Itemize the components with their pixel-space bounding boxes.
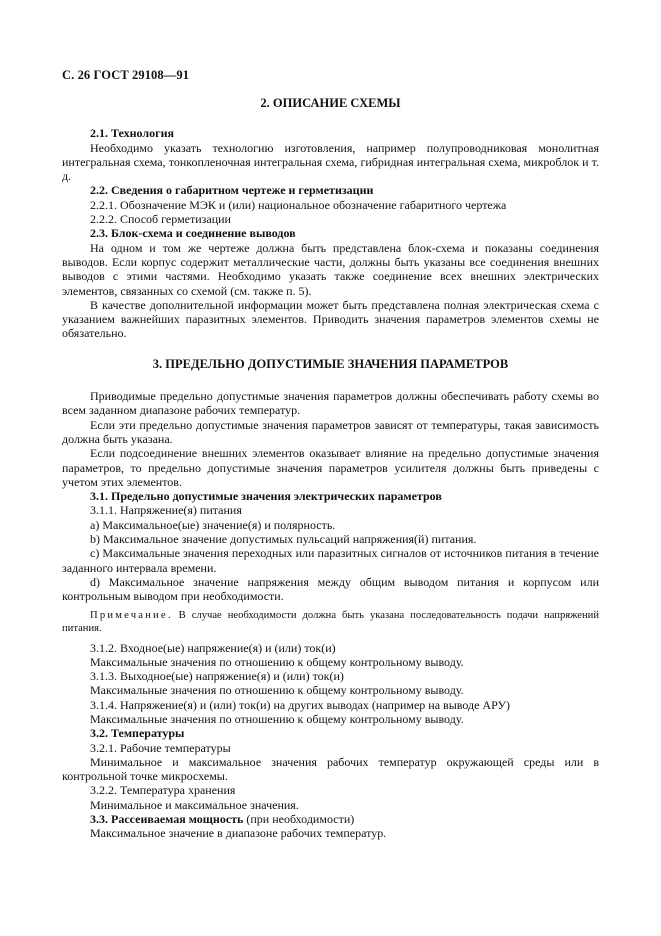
paragraph-3-1-3: 3.1.3. Выходное(ые) напряжение(я) и (или) ток(и) (90, 669, 344, 684)
paragraph-2-2-2: 2.2.2. Способ герметизации (90, 212, 231, 227)
subsection-3-3-suffix: (при необходимости) (246, 812, 355, 827)
paragraph-3-3-text: Максимальное значение в диапазоне рабочих температур. (90, 826, 387, 841)
subsection-3-3-title-bold: 3.3. Рассеиваемая мощность (90, 812, 244, 827)
note (62, 609, 599, 635)
paragraph-2-3-1: На одном и том же чертеже должна быть представлена блок-схема и показаны соединения выводов. Если корпус содержит металлические части, должны быть указаны все соединения внешних выводов с этими частями. Необходимо указать также соединение всех внешних электрических элементов, связанных со схемой (см. также п. 5). (62, 240, 599, 298)
page-body (62, 96, 599, 841)
paragraph-3-1-1: 3.1.1. Напряжение(я) питания (90, 503, 242, 518)
page-header: С. 26 ГОСТ 29108—91 (62, 68, 190, 82)
paragraph-3-intro-3: Если подсоединение внешних элементов оказывает влияние на предельно допустимые значения параметров, то предельно допустимые значения параметров усилителя должны быть приведены с учетом этих элементов. (62, 446, 599, 489)
paragraph-2-2-1: 2.2.1. Обозначение МЭК и (или) национальное обозначение габаритного чертежа (90, 197, 507, 212)
paragraph-3-2-2-text: Минимальное и максимальное значения. (90, 797, 299, 812)
paragraph-3-2-1: 3.2.1. Рабочие температуры (90, 740, 231, 755)
subsection-3-2-title: 3.2. Температуры (90, 726, 185, 741)
paragraph-3-1-1-c: c) Максимальные значения переходных или паразитных сигналов от источников питания в течение заданного интервала времени. (62, 546, 599, 575)
paragraph-3-1-1-d: d) Максимальное значение напряжения между общим выводом питания и корпусом или контрольным выводом при необходимости. (62, 574, 599, 604)
note-text: В случае необходимости должна быть указана последовательность подачи напряжений питания. (62, 609, 599, 634)
paragraph-2-1: Необходимо указать технологию изготовления, например полупроводниковая монолитная интегральная схема, тонкопленочная интегральная схема, гибридная интегральная схема, микроблок и т. д. (62, 140, 599, 184)
paragraph-3-2-2: 3.2.2. Температура хранения (90, 783, 236, 798)
subsection-3-1-title: 3.1. Предельно допустимые значения электрических параметров (90, 489, 442, 504)
paragraph-3-2-1-text: Минимальное и максимальное значения рабочих температур окружающей среды или в контрольной точке микросхемы. (62, 754, 599, 784)
paragraph-3-1-4-text: Максимальные значения по отношению к общему контрольному выводу. (90, 711, 464, 726)
subsection-2-1-title: 2.1. Технология (90, 126, 174, 141)
paragraph-3-1-3-text: Максимальные значения по отношению к общему контрольному выводу. (90, 683, 464, 698)
subsection-2-3-title: 2.3. Блок-схема и соединение выводов (90, 226, 296, 241)
paragraph-3-intro-1: Приводимые предельно допустимые значения параметров должны обеспечивать работу схемы во всем заданном диапазоне рабочих температур. (62, 389, 599, 418)
paragraph-2-3-2: В качестве дополнительной информации может быть представлена полная электрическая схема с указанием важнейших паразитных элементов. Приводить значения параметров элементов схемы не обязательно. (62, 297, 599, 341)
paragraph-3-1-1-b: b) Максимальное значение допустимых пульсаций напряжения(й) питания. (90, 532, 477, 547)
section-3-title: 3. ПРЕДЕЛЬНО ДОПУСТИМЫЕ ЗНАЧЕНИЯ ПАРАМЕТРОВ (152, 356, 509, 371)
section-2-title: 2. ОПИСАНИЕ СХЕМЫ (260, 96, 401, 110)
note-label: Примечание. (90, 609, 173, 621)
paragraph-3-1-2: 3.1.2. Входное(ые) напряжение(я) и (или) ток(и) (90, 640, 336, 655)
subsection-2-2-title: 2.2. Сведения о габаритном чертеже и герметизации (90, 183, 374, 198)
paragraph-3-intro-2: Если эти предельно допустимые значения параметров зависят от температуры, такая зависимость должна быть указана. (62, 417, 599, 446)
paragraph-3-1-4: 3.1.4. Напряжение(я) и (или) ток(и) на других выводах (например на выводе АРУ) (90, 697, 510, 712)
subsection-3-3-title (62, 812, 599, 826)
paragraph-3-1-2-text: Максимальные значения по отношению к общему контрольному выводу. (90, 654, 464, 669)
paragraph-3-1-1-a: a) Максимальное(ые) значение(я) и полярность. (90, 517, 336, 532)
